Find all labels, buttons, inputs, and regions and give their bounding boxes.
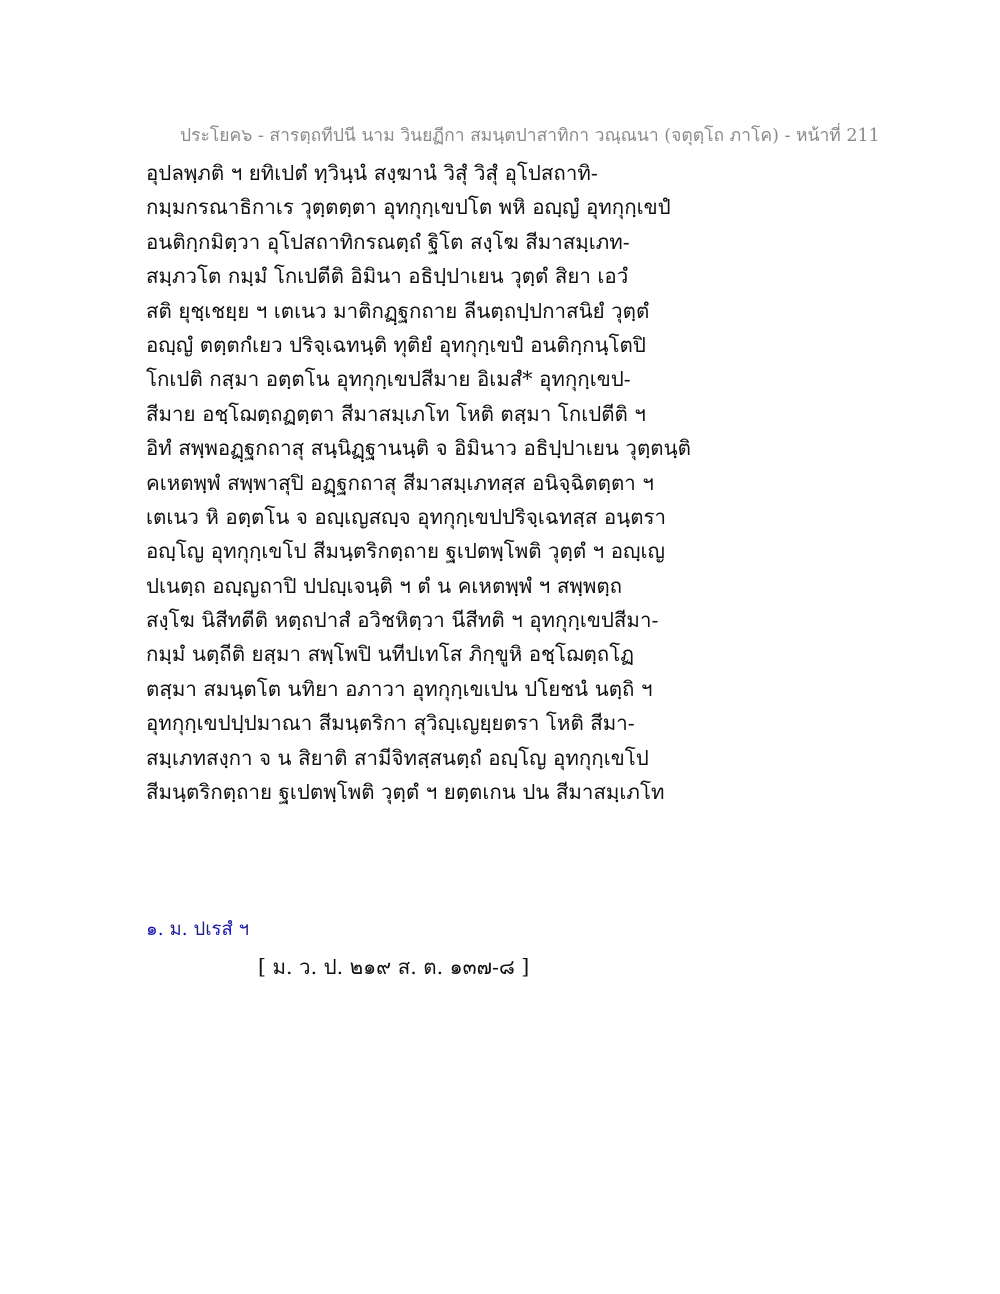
text-line: ตสฺมา สมนฺตโต นทิยา อภาวา อุทกุกฺเขเปน ปโยชนํ นตฺถิ ฯ	[146, 676, 653, 701]
footnote: ๑. ม. ปเรสํ ฯ	[146, 919, 250, 940]
text-line: อนติกฺกมิตฺวา อุโปสถาทิกรณตฺถํ ฐิโต สงฺโฆ สีมาสมฺเภท-	[146, 229, 630, 254]
text-line: สงฺโฆ นิสีทตีติ หตฺถปาสํ อวิชหิตฺวา นีสีทติ ฯ อุทกุกฺเขปสีมา-	[146, 608, 659, 633]
text-line: โกเปติ กสฺมา อตฺตโน อุทกุกฺเขปสีมาย อิเมสํ* อุทกุกฺเขป-	[146, 367, 631, 392]
text-line: เตเนว หิ อตฺตโน จ อญฺเญสญฺจ อุทกุกฺเขปปริจฺเฉทสฺส อนฺตรา	[146, 504, 667, 529]
text-line: สีมนฺตริกตฺถาย ฐเปตพฺโพติ วุตฺตํ ฯ ยตฺตเกน ปน สีมาสมฺเภโท	[146, 780, 665, 805]
text-line: อญฺญํ ตตฺตกํเยว ปริจฺเฉทนฺติ ทุติยํ อุทกุกฺเขปํ อนติกฺกนฺโตปิ	[146, 332, 646, 357]
text-line: สติ ยุชฺเชยฺย ฯ เตเนว มาติกฏฺฐกถาย ลีนตฺถปฺปกาสนิยํ วุตฺตํ	[146, 298, 650, 323]
text-line: สมฺเภทสงฺกา จ น สิยาติ สามีจิทสฺสนตฺถํ อญฺโญ อุทกุกฺเขโป	[146, 745, 649, 770]
text-line: กมฺมํ นตฺถีติ ยสฺมา สพฺโพปิ นทีปเทโส ภิกฺขูหิ อชฺโฌตฺถโฏ	[146, 642, 634, 667]
text-line: สีมาย อชฺโฌตฺถฏตฺตา สีมาสมฺเภโท โหติ ตสฺมา โกเปตีติ ฯ	[146, 401, 646, 426]
text-line: คเหตพฺพํ สพฺพาสุปิ อฏฺฐกถาสุ สีมาสมฺเภทสฺส อนิจฺฉิตตฺตา ฯ	[146, 470, 654, 495]
text-line: อุปลพฺภติ ฯ ยทิเปตํ ทฺวินฺนํ สงฺฆานํ วิสุํ วิสุํ อุโปสถาทิ-	[146, 161, 598, 185]
text-line: สมฺภวโต กมฺมํ โกเปตีติ อิมินา อธิปฺปาเยน วุตฺตํ สิยา เอวํ	[146, 264, 629, 289]
page-reference: [ ม. ว. ป. ๒๑๙ ส. ต. ๑๓๗-๘ ]	[258, 955, 530, 979]
text-line: ปเนตฺถ อญฺญถาปิ ปปญฺเจนฺติ ฯ ตํ น คเหตพฺพํ ฯ สพฺพตฺถ	[146, 573, 623, 598]
body-text	[146, 156, 846, 809]
text-line: อิทํ สพฺพอฏฺฐกถาสุ สนฺนิฏฺฐานนฺติ จ อิมินาว อธิปฺปาเยน วุตฺตนฺติ	[146, 436, 691, 461]
text-line: กมฺมกรณาธิกาเร วุตฺตตฺตา อุทกุกฺเขปโต พหิ อญฺญํ อุทกุกฺเขปํ	[146, 195, 671, 220]
running-header: ประโยค๖ - สารตฺถทีปนี นาม วินยฏีกา สมนฺตปาสาทิกา วณฺณนา (จตุตฺโถ ภาโค) - หน้าที่ 211	[180, 126, 880, 146]
text-line: อุทกุกฺเขปปฺปมาณา สีมนฺตริกา สุวิญฺเญยฺยตรา โหติ สีมา-	[146, 711, 635, 736]
text-line: อญฺโญ อุทกุกฺเขโป สีมนฺตริกตฺถาย ฐเปตพฺโพติ วุตฺตํ ฯ อญฺเญ	[146, 539, 665, 564]
